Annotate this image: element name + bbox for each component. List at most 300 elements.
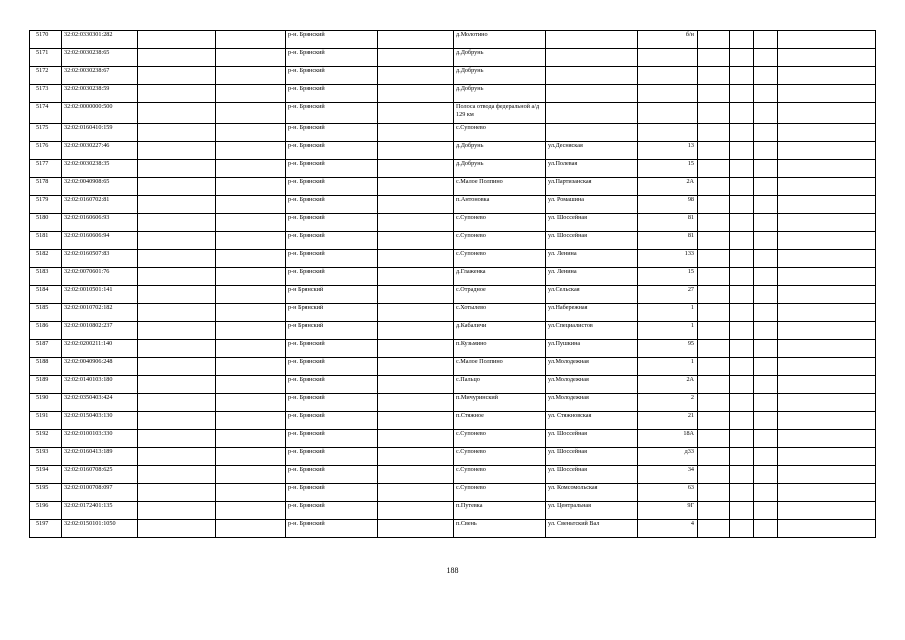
- empty-cell: [138, 520, 216, 538]
- locality-cell: д.Добрунь: [454, 142, 546, 160]
- district-cell: р-н. Брянский: [286, 448, 378, 466]
- locality-cell: с.Супонево: [454, 250, 546, 268]
- street-cell: ул. Шоссейная: [546, 214, 638, 232]
- empty-cell: [778, 49, 876, 67]
- empty-cell: [698, 85, 730, 103]
- empty-cell: [138, 214, 216, 232]
- empty-cell: [754, 520, 778, 538]
- empty-cell: [754, 340, 778, 358]
- empty-cell: [698, 250, 730, 268]
- empty-cell: [378, 124, 454, 142]
- empty-cell: [754, 67, 778, 85]
- locality-cell: д.Добрунь: [454, 49, 546, 67]
- empty-cell: [378, 466, 454, 484]
- empty-cell: [378, 142, 454, 160]
- locality-cell: п.Антоновка: [454, 196, 546, 214]
- empty-cell: [138, 232, 216, 250]
- district-cell: р-н. Брянский: [286, 232, 378, 250]
- empty-cell: [778, 196, 876, 214]
- row-number-cell: 5195: [30, 484, 62, 502]
- empty-cell: [216, 412, 286, 430]
- table-row: [30, 484, 876, 502]
- street-cell: ул.Партизанская: [546, 178, 638, 196]
- empty-cell: [778, 31, 876, 49]
- table-row: [30, 67, 876, 85]
- district-cell: р-н. Брянский: [286, 250, 378, 268]
- locality-cell: д.Добрунь: [454, 160, 546, 178]
- district-cell: р-н. Брянский: [286, 484, 378, 502]
- cadastral-number-cell: 32:02:0010501:141: [62, 286, 138, 304]
- empty-cell: [730, 178, 754, 196]
- empty-cell: [378, 67, 454, 85]
- empty-cell: [138, 124, 216, 142]
- empty-cell: [754, 322, 778, 340]
- empty-cell: [754, 304, 778, 322]
- locality-cell: п.Путевка: [454, 502, 546, 520]
- empty-cell: [138, 160, 216, 178]
- cadastral-number-cell: 32:02:0000000:500: [62, 103, 138, 124]
- empty-cell: [754, 502, 778, 520]
- street-cell: ул. Ромашина: [546, 196, 638, 214]
- house-number-cell: 1: [638, 358, 698, 376]
- empty-cell: [730, 31, 754, 49]
- empty-cell: [730, 160, 754, 178]
- empty-cell: [216, 394, 286, 412]
- house-number-cell: 1: [638, 304, 698, 322]
- empty-cell: [216, 322, 286, 340]
- empty-cell: [216, 103, 286, 124]
- street-cell: [546, 103, 638, 124]
- empty-cell: [216, 466, 286, 484]
- empty-cell: [730, 502, 754, 520]
- cadastral-number-cell: 32:02:0160410:159: [62, 124, 138, 142]
- empty-cell: [698, 103, 730, 124]
- empty-cell: [730, 232, 754, 250]
- row-number-cell: 5188: [30, 358, 62, 376]
- district-cell: р-н. Брянский: [286, 31, 378, 49]
- locality-cell: п.Кузьмино: [454, 340, 546, 358]
- empty-cell: [138, 322, 216, 340]
- empty-cell: [216, 430, 286, 448]
- empty-cell: [138, 376, 216, 394]
- cadastral-number-cell: 32:02:0100708:097: [62, 484, 138, 502]
- empty-cell: [778, 394, 876, 412]
- empty-cell: [754, 250, 778, 268]
- row-number-cell: 5187: [30, 340, 62, 358]
- cadastral-number-cell: 32:02:0160606:94: [62, 232, 138, 250]
- empty-cell: [778, 358, 876, 376]
- house-number-cell: б/н: [638, 31, 698, 49]
- page-number: 188: [446, 566, 459, 575]
- cadastral-number-cell: 32:02:0160507:83: [62, 250, 138, 268]
- district-cell: р-н Брянский: [286, 286, 378, 304]
- empty-cell: [778, 448, 876, 466]
- empty-cell: [138, 340, 216, 358]
- street-cell: [546, 31, 638, 49]
- table-row: [30, 394, 876, 412]
- empty-cell: [138, 196, 216, 214]
- empty-cell: [698, 232, 730, 250]
- street-cell: ул. Ленина: [546, 268, 638, 286]
- empty-cell: [698, 520, 730, 538]
- locality-cell: Полоса отвода федеральной а/д 129 км: [454, 103, 546, 124]
- empty-cell: [378, 178, 454, 196]
- street-cell: ул.Полевая: [546, 160, 638, 178]
- empty-cell: [778, 142, 876, 160]
- row-number-cell: 5189: [30, 376, 62, 394]
- empty-cell: [754, 31, 778, 49]
- empty-cell: [778, 286, 876, 304]
- empty-cell: [754, 430, 778, 448]
- empty-cell: [730, 49, 754, 67]
- empty-cell: [698, 340, 730, 358]
- empty-cell: [216, 214, 286, 232]
- street-cell: [546, 85, 638, 103]
- empty-cell: [216, 196, 286, 214]
- table-row: [30, 232, 876, 250]
- empty-cell: [698, 67, 730, 85]
- empty-cell: [730, 358, 754, 376]
- table-row: [30, 178, 876, 196]
- empty-cell: [698, 502, 730, 520]
- empty-cell: [138, 286, 216, 304]
- empty-cell: [698, 124, 730, 142]
- street-cell: ул.Молодежная: [546, 376, 638, 394]
- empty-cell: [754, 49, 778, 67]
- district-cell: р-н. Брянский: [286, 124, 378, 142]
- district-cell: р-н. Брянский: [286, 196, 378, 214]
- empty-cell: [754, 142, 778, 160]
- row-number-cell: 5184: [30, 286, 62, 304]
- locality-cell: с.Супонево: [454, 124, 546, 142]
- empty-cell: [698, 448, 730, 466]
- row-number-cell: 5174: [30, 103, 62, 124]
- empty-cell: [730, 85, 754, 103]
- locality-cell: с.Супонево: [454, 214, 546, 232]
- empty-cell: [698, 160, 730, 178]
- empty-cell: [378, 49, 454, 67]
- table-row: [30, 85, 876, 103]
- empty-cell: [216, 178, 286, 196]
- house-number-cell: 4: [638, 520, 698, 538]
- empty-cell: [138, 430, 216, 448]
- empty-cell: [730, 448, 754, 466]
- empty-cell: [730, 67, 754, 85]
- empty-cell: [216, 502, 286, 520]
- empty-cell: [216, 67, 286, 85]
- empty-cell: [378, 85, 454, 103]
- empty-cell: [754, 448, 778, 466]
- empty-cell: [730, 340, 754, 358]
- house-number-cell: 98: [638, 196, 698, 214]
- empty-cell: [216, 232, 286, 250]
- empty-cell: [138, 142, 216, 160]
- empty-cell: [778, 178, 876, 196]
- empty-cell: [216, 448, 286, 466]
- empty-cell: [754, 178, 778, 196]
- locality-cell: с.Супонево: [454, 466, 546, 484]
- empty-cell: [754, 160, 778, 178]
- house-number-cell: 95: [638, 340, 698, 358]
- district-cell: р-н. Брянский: [286, 178, 378, 196]
- row-number-cell: 5194: [30, 466, 62, 484]
- empty-cell: [754, 358, 778, 376]
- district-cell: р-н. Брянский: [286, 160, 378, 178]
- table-row: [30, 214, 876, 232]
- empty-cell: [698, 484, 730, 502]
- empty-cell: [216, 31, 286, 49]
- row-number-cell: 5173: [30, 85, 62, 103]
- table-row: [30, 268, 876, 286]
- empty-cell: [730, 124, 754, 142]
- row-number-cell: 5179: [30, 196, 62, 214]
- empty-cell: [698, 304, 730, 322]
- locality-cell: д.Добрунь: [454, 85, 546, 103]
- street-cell: ул.Молодежная: [546, 358, 638, 376]
- cadastral-number-cell: 32:02:0160606:93: [62, 214, 138, 232]
- district-cell: р-н. Брянский: [286, 466, 378, 484]
- empty-cell: [138, 178, 216, 196]
- empty-cell: [778, 67, 876, 85]
- empty-cell: [730, 466, 754, 484]
- empty-cell: [754, 466, 778, 484]
- table-row: [30, 322, 876, 340]
- street-cell: ул. Центральная: [546, 502, 638, 520]
- empty-cell: [778, 250, 876, 268]
- locality-cell: д.Добрунь: [454, 67, 546, 85]
- empty-cell: [698, 358, 730, 376]
- empty-cell: [378, 286, 454, 304]
- district-cell: р-н. Брянский: [286, 412, 378, 430]
- table-row: [30, 376, 876, 394]
- empty-cell: [698, 49, 730, 67]
- locality-cell: с.Хотылево: [454, 304, 546, 322]
- cadastral-number-cell: 32:02:0172401:135: [62, 502, 138, 520]
- empty-cell: [378, 394, 454, 412]
- house-number-cell: [638, 85, 698, 103]
- row-number-cell: 5180: [30, 214, 62, 232]
- locality-cell: с.Супонево: [454, 484, 546, 502]
- empty-cell: [730, 250, 754, 268]
- row-number-cell: 5183: [30, 268, 62, 286]
- empty-cell: [754, 196, 778, 214]
- empty-cell: [730, 322, 754, 340]
- cadastral-number-cell: 32:02:0330301:282: [62, 31, 138, 49]
- empty-cell: [698, 214, 730, 232]
- house-number-cell: [638, 103, 698, 124]
- empty-cell: [778, 412, 876, 430]
- row-number-cell: 5196: [30, 502, 62, 520]
- empty-cell: [778, 502, 876, 520]
- empty-cell: [698, 286, 730, 304]
- street-cell: ул.Молодежная: [546, 394, 638, 412]
- registry-body: [30, 31, 876, 538]
- empty-cell: [138, 31, 216, 49]
- empty-cell: [378, 358, 454, 376]
- district-cell: р-н. Брянский: [286, 376, 378, 394]
- empty-cell: [378, 160, 454, 178]
- empty-cell: [730, 376, 754, 394]
- locality-cell: п.Мичуринский: [454, 394, 546, 412]
- empty-cell: [378, 502, 454, 520]
- house-number-cell: 2: [638, 394, 698, 412]
- street-cell: ул. Стяжновская: [546, 412, 638, 430]
- cadastral-number-cell: 32:02:0030238:67: [62, 67, 138, 85]
- empty-cell: [138, 358, 216, 376]
- house-number-cell: 2А: [638, 178, 698, 196]
- empty-cell: [138, 412, 216, 430]
- empty-cell: [216, 268, 286, 286]
- empty-cell: [378, 340, 454, 358]
- table-row: [30, 448, 876, 466]
- empty-cell: [698, 322, 730, 340]
- district-cell: р-н. Брянский: [286, 502, 378, 520]
- empty-cell: [730, 286, 754, 304]
- empty-cell: [778, 466, 876, 484]
- district-cell: р-н Брянский: [286, 304, 378, 322]
- cadastral-number-cell: 32:02:0160708:625: [62, 466, 138, 484]
- empty-cell: [138, 484, 216, 502]
- table-row: [30, 250, 876, 268]
- street-cell: ул. Свеньтский Вал: [546, 520, 638, 538]
- row-number-cell: 5197: [30, 520, 62, 538]
- house-number-cell: 18А: [638, 430, 698, 448]
- street-cell: ул.Специалистов: [546, 322, 638, 340]
- locality-cell: п.Стяжное: [454, 412, 546, 430]
- empty-cell: [730, 304, 754, 322]
- empty-cell: [138, 268, 216, 286]
- empty-cell: [698, 142, 730, 160]
- row-number-cell: 5186: [30, 322, 62, 340]
- row-number-cell: 5177: [30, 160, 62, 178]
- empty-cell: [778, 484, 876, 502]
- cadastral-number-cell: 32:02:0070601:76: [62, 268, 138, 286]
- house-number-cell: 2А: [638, 376, 698, 394]
- empty-cell: [138, 448, 216, 466]
- district-cell: р-н. Брянский: [286, 49, 378, 67]
- empty-cell: [730, 268, 754, 286]
- table-row: [30, 103, 876, 124]
- empty-cell: [698, 466, 730, 484]
- table-row: [30, 196, 876, 214]
- house-number-cell: 34: [638, 466, 698, 484]
- locality-cell: д.Кабаличи: [454, 322, 546, 340]
- row-number-cell: 5191: [30, 412, 62, 430]
- empty-cell: [778, 160, 876, 178]
- row-number-cell: 5192: [30, 430, 62, 448]
- empty-cell: [216, 358, 286, 376]
- street-cell: ул. Шоссейная: [546, 232, 638, 250]
- house-number-cell: 9Г: [638, 502, 698, 520]
- cadastral-number-cell: 32:02:0030238:59: [62, 85, 138, 103]
- house-number-cell: [638, 49, 698, 67]
- street-cell: ул. Ленина: [546, 250, 638, 268]
- locality-cell: с.Малое Полпино: [454, 178, 546, 196]
- locality-cell: с.Супонево: [454, 430, 546, 448]
- row-number-cell: 5185: [30, 304, 62, 322]
- locality-cell: д.Молотино: [454, 31, 546, 49]
- row-number-cell: 5182: [30, 250, 62, 268]
- empty-cell: [138, 466, 216, 484]
- empty-cell: [216, 250, 286, 268]
- house-number-cell: 15: [638, 268, 698, 286]
- empty-cell: [698, 31, 730, 49]
- empty-cell: [378, 214, 454, 232]
- empty-cell: [778, 124, 876, 142]
- empty-cell: [754, 394, 778, 412]
- empty-cell: [216, 376, 286, 394]
- street-cell: [546, 124, 638, 142]
- district-cell: р-н. Брянский: [286, 67, 378, 85]
- district-cell: р-н. Брянский: [286, 142, 378, 160]
- cadastral-number-cell: 32:02:0040908:65: [62, 178, 138, 196]
- empty-cell: [216, 142, 286, 160]
- empty-cell: [138, 85, 216, 103]
- empty-cell: [754, 214, 778, 232]
- empty-cell: [730, 430, 754, 448]
- house-number-cell: 133: [638, 250, 698, 268]
- empty-cell: [378, 376, 454, 394]
- empty-cell: [698, 376, 730, 394]
- row-number-cell: 5176: [30, 142, 62, 160]
- empty-cell: [378, 304, 454, 322]
- table-row: [30, 31, 876, 49]
- house-number-cell: 13: [638, 142, 698, 160]
- street-cell: ул. Шоссейная: [546, 448, 638, 466]
- locality-cell: с.Отрадное: [454, 286, 546, 304]
- street-cell: ул. Шоссейная: [546, 466, 638, 484]
- empty-cell: [754, 484, 778, 502]
- table-row: [30, 340, 876, 358]
- empty-cell: [216, 520, 286, 538]
- locality-cell: с.Супонево: [454, 232, 546, 250]
- empty-cell: [754, 124, 778, 142]
- empty-cell: [778, 304, 876, 322]
- empty-cell: [730, 520, 754, 538]
- house-number-cell: 81: [638, 214, 698, 232]
- empty-cell: [216, 304, 286, 322]
- row-number-cell: 5175: [30, 124, 62, 142]
- locality-cell: с.Малое Полпино: [454, 358, 546, 376]
- locality-cell: с.Пальцо: [454, 376, 546, 394]
- empty-cell: [778, 340, 876, 358]
- empty-cell: [378, 232, 454, 250]
- empty-cell: [698, 178, 730, 196]
- street-cell: ул.Набережная: [546, 304, 638, 322]
- cadastral-number-cell: 32:02:0160413:189: [62, 448, 138, 466]
- street-cell: [546, 49, 638, 67]
- empty-cell: [730, 394, 754, 412]
- empty-cell: [378, 448, 454, 466]
- empty-cell: [216, 286, 286, 304]
- empty-cell: [778, 376, 876, 394]
- empty-cell: [698, 412, 730, 430]
- empty-cell: [378, 322, 454, 340]
- empty-cell: [138, 49, 216, 67]
- district-cell: р-н Брянский: [286, 322, 378, 340]
- street-cell: [546, 67, 638, 85]
- district-cell: р-н. Брянский: [286, 340, 378, 358]
- empty-cell: [730, 103, 754, 124]
- cadastral-number-cell: 32:02:0150101:1050: [62, 520, 138, 538]
- street-cell: ул. Комсомольская: [546, 484, 638, 502]
- empty-cell: [698, 430, 730, 448]
- empty-cell: [378, 484, 454, 502]
- empty-cell: [754, 85, 778, 103]
- table-row: [30, 124, 876, 142]
- cadastral-number-cell: 32:02:0040906:248: [62, 358, 138, 376]
- house-number-cell: 27: [638, 286, 698, 304]
